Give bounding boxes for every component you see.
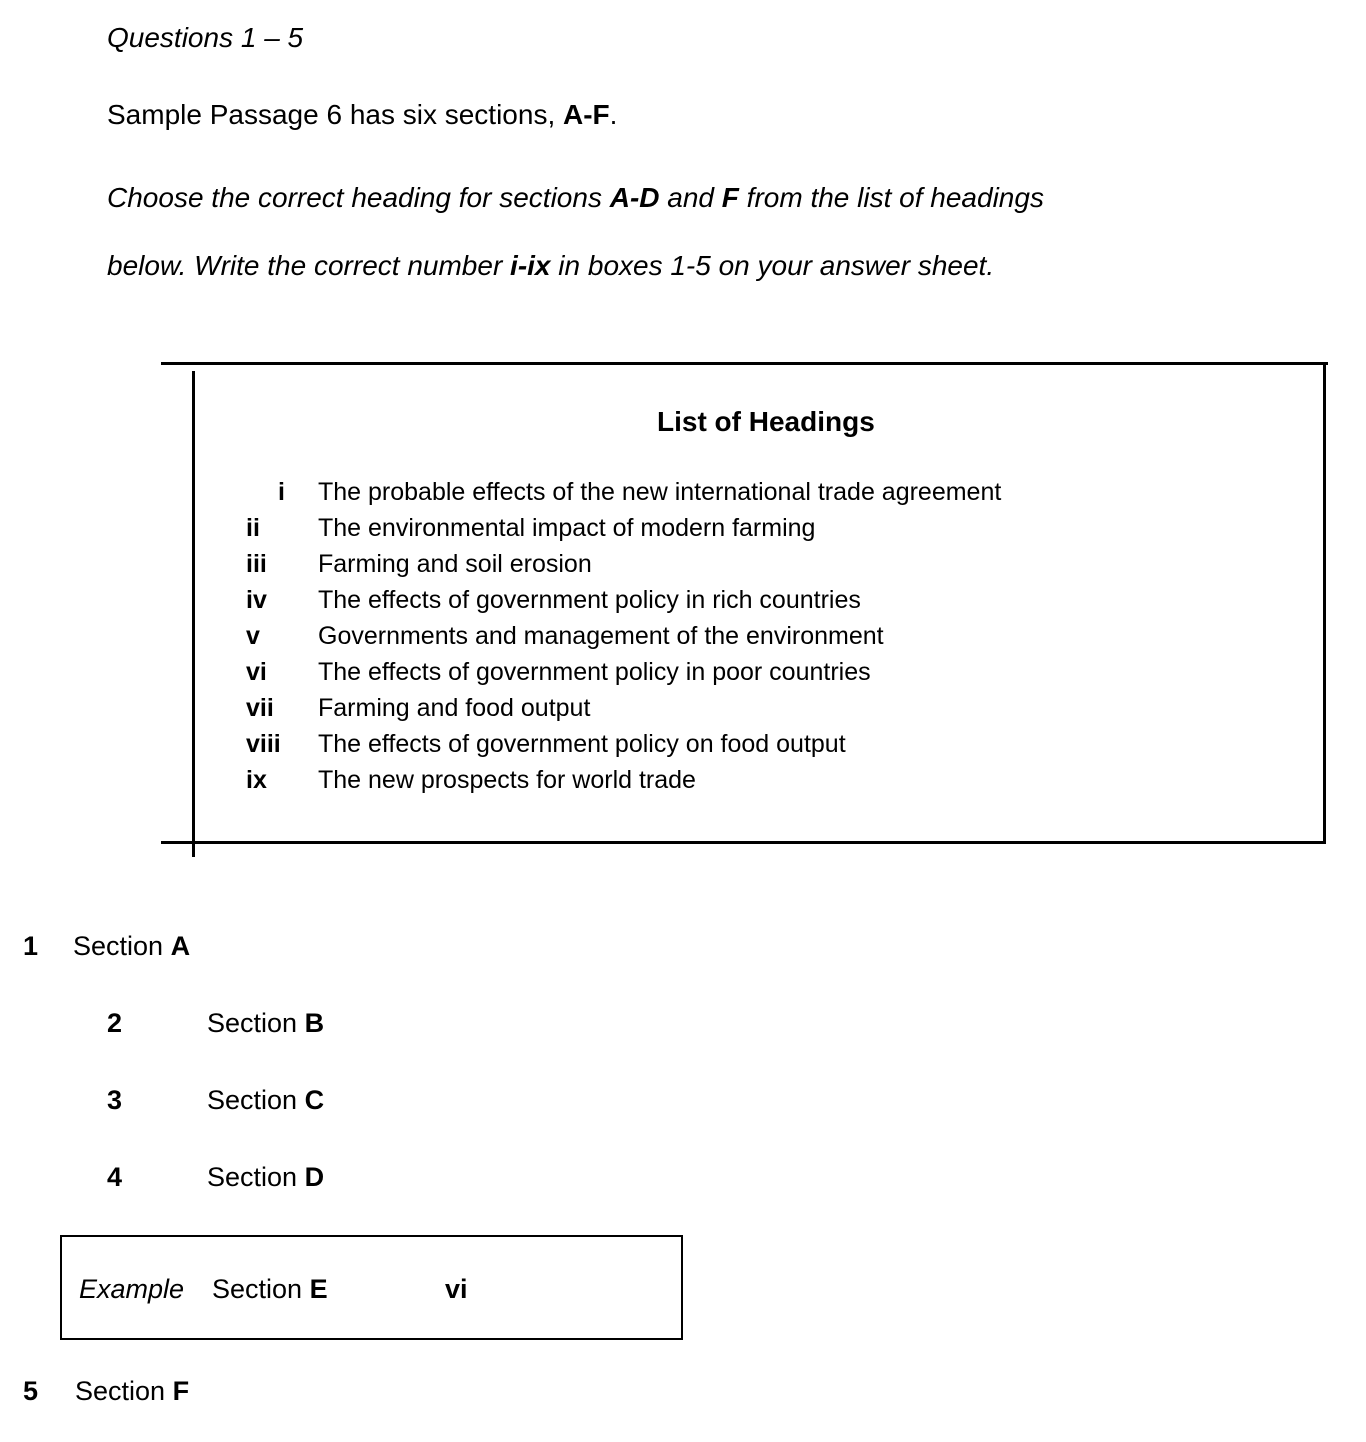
question-number: 1: [23, 931, 39, 961]
heading-item-iv: [0, 585, 1366, 621]
instruction2-pre: below. Write the correct number: [107, 250, 511, 281]
heading-numeral: i: [278, 478, 285, 506]
headings-box-top-border: [161, 362, 1328, 365]
heading-text: The environmental impact of modern farming: [318, 514, 816, 542]
heading-item-viii: [0, 729, 1366, 765]
headings-box-title: List of Headings: [657, 406, 875, 437]
headings-box-bottom-border: [161, 841, 1326, 844]
section-letter: F: [172, 1376, 190, 1406]
instruction1-sections-bold: A-D: [609, 182, 660, 213]
heading-text: The new prospects for world trade: [318, 766, 696, 794]
section-word: Section: [73, 931, 171, 961]
heading-text: The effects of government policy on food output: [318, 730, 846, 758]
heading-item-ii: [0, 513, 1366, 549]
heading-numeral: iii: [246, 550, 267, 578]
heading-text: The effects of government policy in rich countries: [318, 586, 861, 614]
section-word: Section: [207, 1008, 305, 1038]
example-section: [212, 1274, 328, 1305]
question-label: [207, 1162, 324, 1193]
heading-item-iii: [0, 549, 1366, 585]
section-word: Section: [75, 1376, 173, 1406]
section-word: Section: [207, 1162, 305, 1192]
question-label: [75, 1376, 189, 1407]
instruction1-pre: Choose the correct heading for sections: [107, 182, 610, 213]
question-label: [207, 1085, 324, 1116]
section-word: Section: [207, 1085, 305, 1115]
heading-numeral: vii: [246, 694, 274, 722]
questions-range-title: [107, 21, 303, 55]
questions-range-text: Questions 1 – 5: [107, 22, 304, 53]
heading-text: The probable effects of the new international trade agreement: [318, 478, 1002, 506]
section-word: Section: [212, 1274, 310, 1304]
passage-intro-text: Sample Passage 6 has six sections,: [107, 99, 564, 130]
heading-text: Governments and management of the environment: [318, 622, 884, 650]
heading-text: Farming and food output: [318, 694, 591, 722]
instruction2-numerals-bold: i-ix: [510, 250, 551, 281]
instruction-line-2: [107, 249, 994, 283]
section-letter: A: [170, 931, 191, 961]
heading-numeral: v: [246, 622, 260, 650]
instruction1-post: from the list of headings: [738, 182, 1044, 213]
instruction2-post: in boxes 1-5 on your answer sheet.: [550, 250, 995, 281]
example-answer: vi: [445, 1274, 468, 1304]
passage-intro-period: .: [609, 99, 618, 130]
instruction1-section-f-bold: F: [721, 182, 739, 213]
question-number: 2: [107, 1008, 123, 1038]
instruction-line-1: [107, 181, 1044, 215]
heading-text: Farming and soil erosion: [318, 550, 592, 578]
heading-numeral: ix: [246, 766, 267, 794]
heading-item-i: [0, 477, 1366, 513]
heading-numeral: iv: [246, 586, 267, 614]
passage-intro-sections-bold: A-F: [563, 99, 610, 130]
heading-text: The effects of government policy in poor countries: [318, 658, 871, 686]
heading-numeral: ii: [246, 514, 260, 542]
example-label: Example: [79, 1274, 185, 1304]
heading-item-vii: [0, 693, 1366, 729]
question-label: [73, 931, 190, 962]
section-letter: E: [309, 1274, 328, 1304]
heading-numeral: viii: [246, 730, 281, 758]
question-label: [207, 1008, 324, 1039]
heading-item-vi: [0, 657, 1366, 693]
question-number: 4: [107, 1162, 123, 1192]
heading-numeral: vi: [246, 658, 267, 686]
example-box: [60, 1235, 683, 1340]
heading-item-ix: [0, 765, 1366, 801]
section-letter: C: [304, 1085, 325, 1115]
passage-intro: [107, 98, 617, 132]
section-letter: B: [304, 1008, 325, 1038]
heading-item-v: [0, 621, 1366, 657]
question-number: 3: [107, 1085, 123, 1115]
instruction1-mid: and: [659, 182, 722, 213]
question-number: 5: [23, 1376, 39, 1406]
section-letter: D: [304, 1162, 325, 1192]
